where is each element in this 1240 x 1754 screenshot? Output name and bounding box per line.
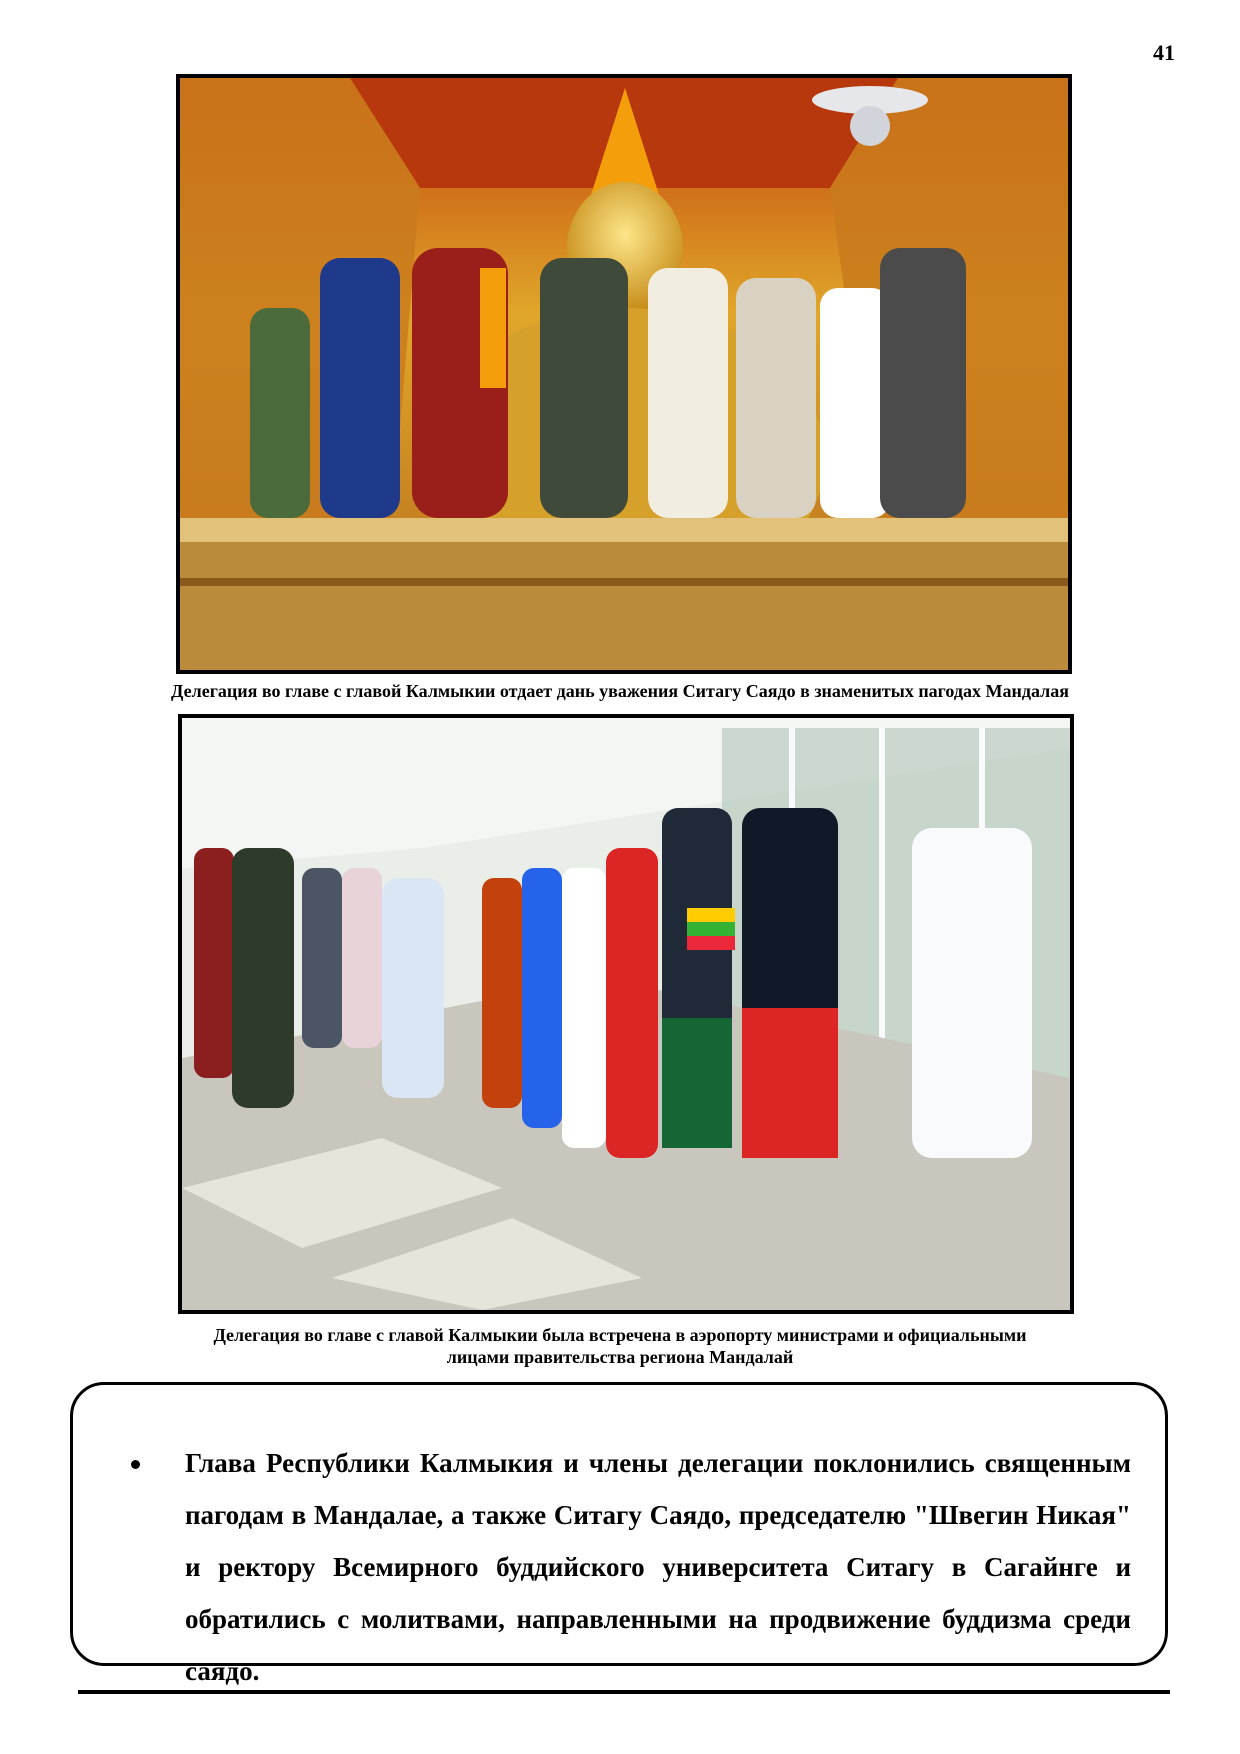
welcome-3 xyxy=(562,868,606,1148)
person-5 xyxy=(736,278,816,518)
minister-figure xyxy=(382,878,444,1098)
welcome-5-skirt xyxy=(662,1018,732,1148)
temple-photo xyxy=(176,74,1072,674)
page-number: 41 xyxy=(1153,40,1175,65)
welcome-2 xyxy=(522,868,562,1128)
welcome-4 xyxy=(606,848,658,1158)
airport-photo-caption xyxy=(130,1324,1110,1368)
monk-figure xyxy=(194,848,234,1078)
person-4 xyxy=(648,268,728,518)
person-7 xyxy=(880,248,966,518)
temple-photo-caption: Делегация во главе с главой Калмыкии отдает дань уважения Ситагу Саядо в знаменитых пагодах Мандалая xyxy=(171,681,1069,701)
delegation-head-figure xyxy=(232,848,294,1108)
flag-stripe-green xyxy=(687,922,735,936)
person-2 xyxy=(320,258,400,518)
airport-photo xyxy=(178,714,1074,1314)
flag-stripe-red xyxy=(687,936,735,950)
bottom-rule xyxy=(78,1690,1170,1694)
altar-band xyxy=(180,578,1068,586)
bullet-icon xyxy=(131,1460,140,1469)
temple-illustration xyxy=(180,78,1068,670)
summary-list xyxy=(131,1437,1131,1697)
airport-caption-line-2: лицами правительства региона Мандалай xyxy=(446,1347,794,1367)
welcome-1 xyxy=(482,878,522,1108)
delegation-member-2 xyxy=(342,868,382,1048)
altar-trim xyxy=(180,518,1068,542)
person-6 xyxy=(820,288,890,518)
person-1 xyxy=(250,308,310,518)
delegation-member-1 xyxy=(302,868,342,1048)
flag-stripe-yellow xyxy=(687,908,735,922)
summary-box xyxy=(70,1382,1168,1686)
airport-caption-line-1: Делегация во главе с главой Калмыкии была встречена в аэропорту министрами и официальными xyxy=(213,1325,1027,1345)
welcome-7 xyxy=(912,828,1032,1158)
summary-bullet-item xyxy=(131,1437,1131,1697)
camera-dome xyxy=(850,106,890,146)
monk-bag xyxy=(480,268,506,388)
welcome-6-skirt xyxy=(742,1008,838,1158)
person-3 xyxy=(540,258,628,518)
airport-illustration xyxy=(182,718,1070,1310)
summary-text: Глава Республики Калмыкия и члены делегации поклонились священным пагодам в Мандалае, а также Ситагу Саядо, председателю "Швегин Никая" и ректору Всемирного буддийского университета Ситагу в Сагайнге и обратились с молитвами, направленными на продвижение буддизма среди саядо. xyxy=(185,1448,1131,1686)
